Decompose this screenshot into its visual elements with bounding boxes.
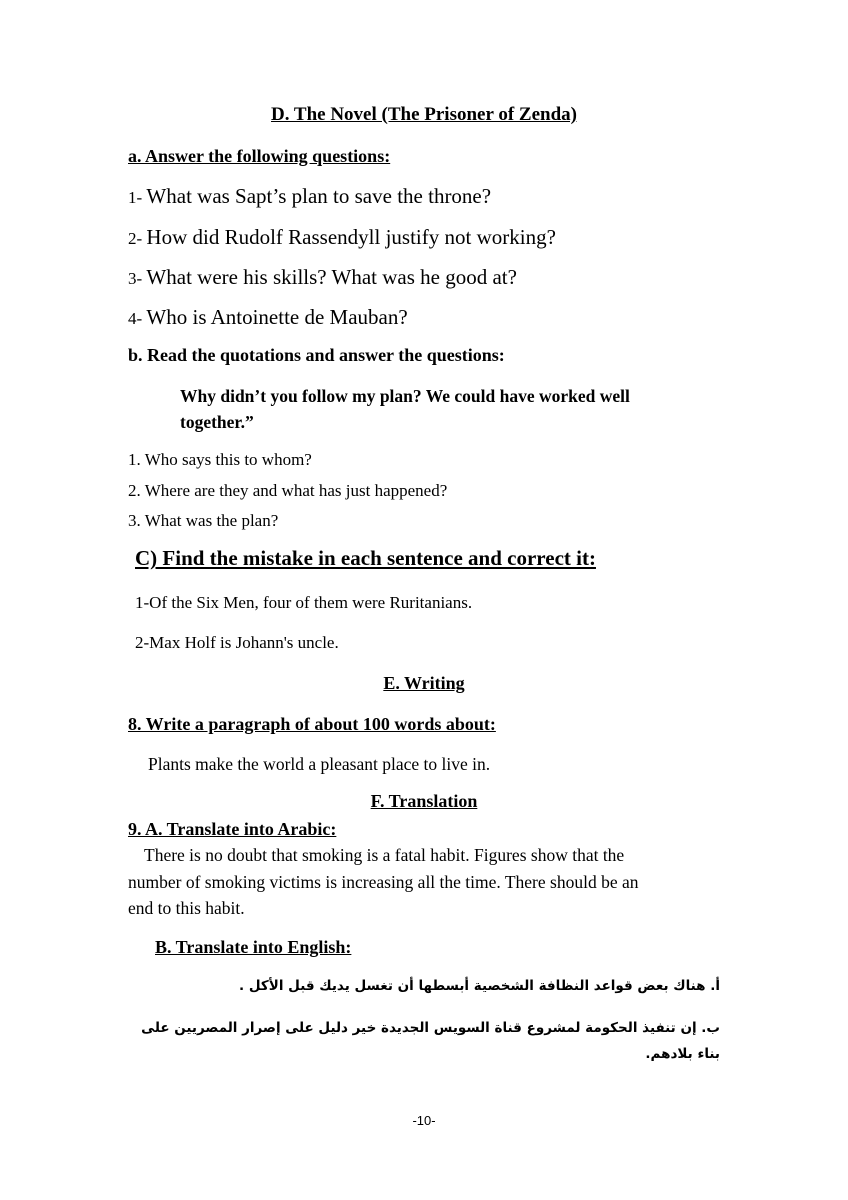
question-1 (128, 184, 491, 209)
question-number: 1- (128, 188, 147, 207)
section-d-title: D. The Novel (The Prisoner of Zenda) (271, 104, 577, 125)
question-number: 2- (128, 229, 147, 248)
question-text: What were his skills? What was he good at? (146, 265, 517, 289)
part-a-heading: a. Answer the following questions: (128, 146, 391, 166)
quotation-line-1: Why didn’t you follow my plan? We could have worked well (180, 386, 630, 406)
quote-question-3: 3. What was the plan? (128, 511, 279, 530)
quote-question-2: 2. Where are they and what has just happened? (128, 481, 448, 500)
translate-arabic-heading: 9. A. Translate into Arabic: (128, 819, 337, 839)
translate-english-heading: B. Translate into English: (155, 937, 352, 957)
quotation-line-2: together.” (180, 412, 254, 432)
section-c-heading: C) Find the mistake in each sentence and correct it: (135, 546, 596, 570)
page-number: -10- (412, 1113, 436, 1128)
question-number: 3- (128, 269, 147, 288)
passage-line-1: There is no doubt that smoking is a fatal habit. Figures show that the (144, 845, 625, 865)
arabic-sentence-a: أ. هناك بعض قواعد النظافة الشخصية أبسطها أن تغسل يديك قبل الأكل . (239, 978, 720, 994)
question-4 (128, 305, 408, 330)
mistake-sentence-1: 1-Of the Six Men, four of them were Ruritanians. (135, 593, 473, 612)
arabic-sentence-b-line-1: ب. إن تنفيذ الحكومة لمشروع قناة السويس الجديدة خير دليل على إصرار المصريين على (141, 1020, 720, 1036)
question-text: How did Rudolf Rassendyll justify not working? (146, 225, 556, 249)
section-e-title: E. Writing (383, 673, 465, 693)
passage-line-3: end to this habit. (128, 898, 245, 918)
question-number: 4- (128, 309, 147, 328)
question-text: What was Sapt’s plan to save the throne? (146, 184, 492, 208)
question-3 (128, 265, 517, 290)
question-2 (128, 225, 556, 250)
arabic-sentence-b-line-2: بناء بلادهم. (645, 1046, 720, 1062)
question-text: Who is Antoinette de Mauban? (146, 305, 408, 329)
passage-line-2: number of smoking victims is increasing all the time. There should be an (128, 872, 639, 892)
writing-heading: 8. Write a paragraph of about 100 words about: (128, 714, 496, 734)
part-b-heading: b. Read the quotations and answer the questions: (128, 345, 505, 365)
section-f-title: F. Translation (370, 791, 478, 811)
writing-topic: Plants make the world a pleasant place to live in. (148, 754, 491, 774)
mistake-sentence-2: 2-Max Holf is Johann's uncle. (135, 633, 339, 652)
quote-question-1: 1. Who says this to whom? (128, 450, 312, 469)
